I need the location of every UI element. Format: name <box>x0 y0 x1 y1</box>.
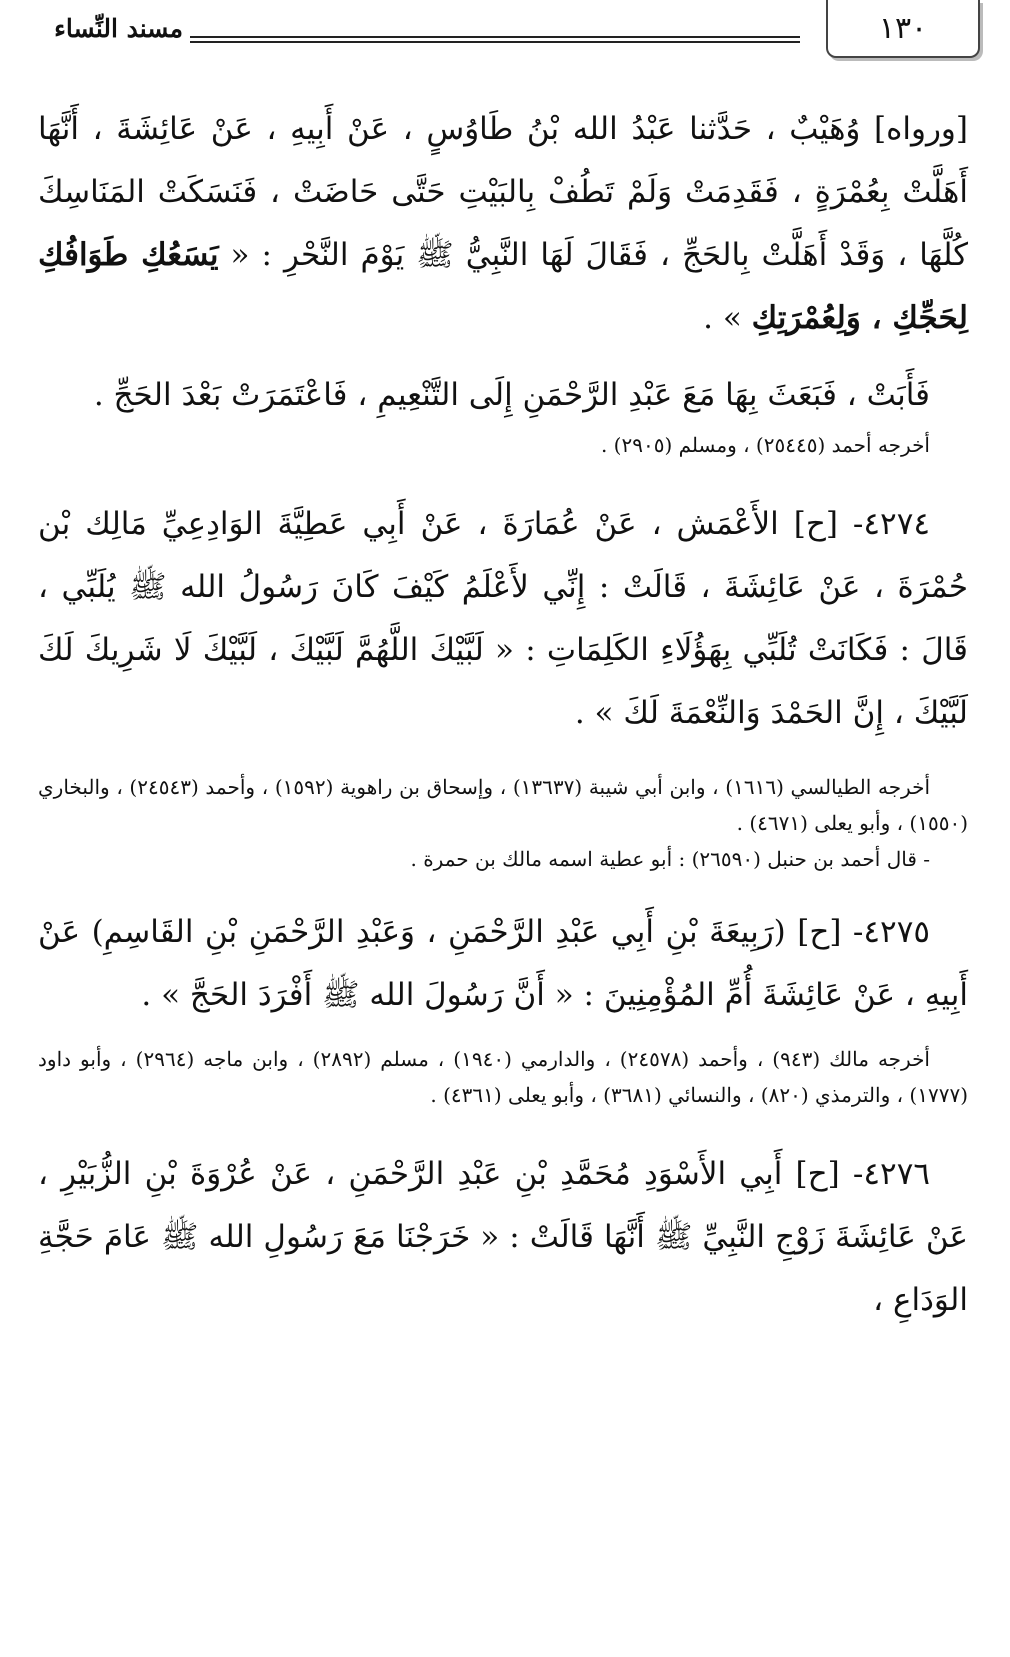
footnote-note: - قال أحمد بن حنبل (٢٦٥٩٠) : أبو عطية اسمه مالك بن حمرة . <box>410 847 930 871</box>
text-segment: » . <box>703 300 752 336</box>
hadith-4275: ٤٢٧٥- [ح] (رَبِيعَةَ بْنِ أَبِي عَبْدِ الرَّحْمَنِ ، وَعَبْدِ الرَّحْمَنِ بْنِ القَاسِمِ) عَنْ أَبِيهِ ، عَنْ عَائِشَةَ أُمِّ المُؤْمِنِينَ : « أَنَّ رَسُولَ الله ﷺ أَفْرَدَ الحَجَّ » . <box>38 914 968 1013</box>
header-rule <box>190 41 800 43</box>
running-title: مسند النِّساء <box>54 14 183 43</box>
page-body <box>38 98 968 1332</box>
footnote: أخرجه الطيالسي (١٦١٦) ، وابن أبي شيبة (١٣٦٣٧) ، وإسحاق بن راهوية (١٥٩٢) ، وأحمد (٢٤٥٤٣) ، والبخاري (١٥٥٠) ، وأبو يعلى (٤٦٧١) . <box>38 775 968 835</box>
hadith-4276: ٤٢٧٦- [ح] أَبِي الأَسْوَدِ مُحَمَّدِ بْنِ عَبْدِ الرَّحْمَنِ ، عَنْ عُرْوَةَ بْنِ الزُّبَيْرِ ، عَنْ عَائِشَةَ زَوْجِ النَّبِيِّ ﷺ أَنَّهَا قَالَتْ : « خَرَجْنَا مَعَ رَسُولِ الله ﷺ عَامَ حَجَّةِ الوَدَاعِ ، <box>38 1156 968 1318</box>
footnote: أخرجه أحمد (٢٥٤٤٥) ، ومسلم (٢٩٠٥) . <box>600 433 930 457</box>
bold-quote: يَسَعُكِ طَوَافُكِ لِحَجِّكِ ، وَلِعُمْرَتِكِ <box>38 237 968 336</box>
text-segment: [ورواه] وُهَيْبٌ ، حَدَّثنا عَبْدُ الله بْنُ طَاوُسٍ ، عَنْ أَبِيهِ ، عَنْ عَائِشَةَ ، أَنَّهَا أَهَلَّتْ بِعُمْرَةٍ ، فَقَدِمَتْ وَلَمْ تَطُفْ بِالبَيْتِ حَتَّى حَاضَتْ ، فَنَسَكَتْ المَنَاسِكَ كُلَّهَا ، وَقَدْ أَهَلَّتْ بِالحَجِّ ، فَقَالَ لَهَا النَّبِيُّ ﷺ يَوْمَ النَّحْرِ : « <box>38 111 968 273</box>
page-number-box <box>826 0 980 58</box>
footnote: أخرجه مالك (٩٤٣) ، وأحمد (٢٤٥٧٨) ، والدارمي (١٩٤٠) ، مسلم (٢٨٩٢) ، وابن ماجه (٢٩٦٤) ، وأبو داود (١٧٧٧) ، والترمذي (٨٢٠) ، والنسائي (٣٦٨١) ، وأبو يعلى (٤٣٦١) . <box>38 1047 968 1107</box>
hadith-4274: ٤٢٧٤- [ح] الأَعْمَش ، عَنْ عُمَارَةَ ، عَنْ أَبِي عَطِيَّةَ الوَادِعِيِّ مَالِك بْن حُمْرَةَ ، عَنْ عَائِشَةَ ، قَالَتْ : إِنِّي لأَعْلَمُ كَيْفَ كَانَ رَسُولُ الله ﷺ يُلَبِّي ، قَالَ : فَكَانَتْ تُلَبِّي بِهَؤُلَاءِ الكَلِمَاتِ : « لَبَّيْكَ اللَّهُمَّ لَبَّيْكَ ، لَبَّيْكَ لَا شَرِيكَ لَكَ لَبَّيْكَ ، إِنَّ الحَمْدَ وَالنِّعْمَةَ لَكَ » . <box>38 506 968 731</box>
hadith-paragraph <box>38 98 968 350</box>
page-number: ١٣٠ <box>878 10 928 46</box>
hadith-paragraph: فَأَبَتْ ، فَبَعَثَ بِهَا مَعَ عَبْدِ الرَّحْمَنِ إِلَى التَّنْعِيمِ ، فَاعْتَمَرَتْ بَعْدَ الحَجِّ . <box>93 377 930 413</box>
header-rule <box>190 36 800 38</box>
